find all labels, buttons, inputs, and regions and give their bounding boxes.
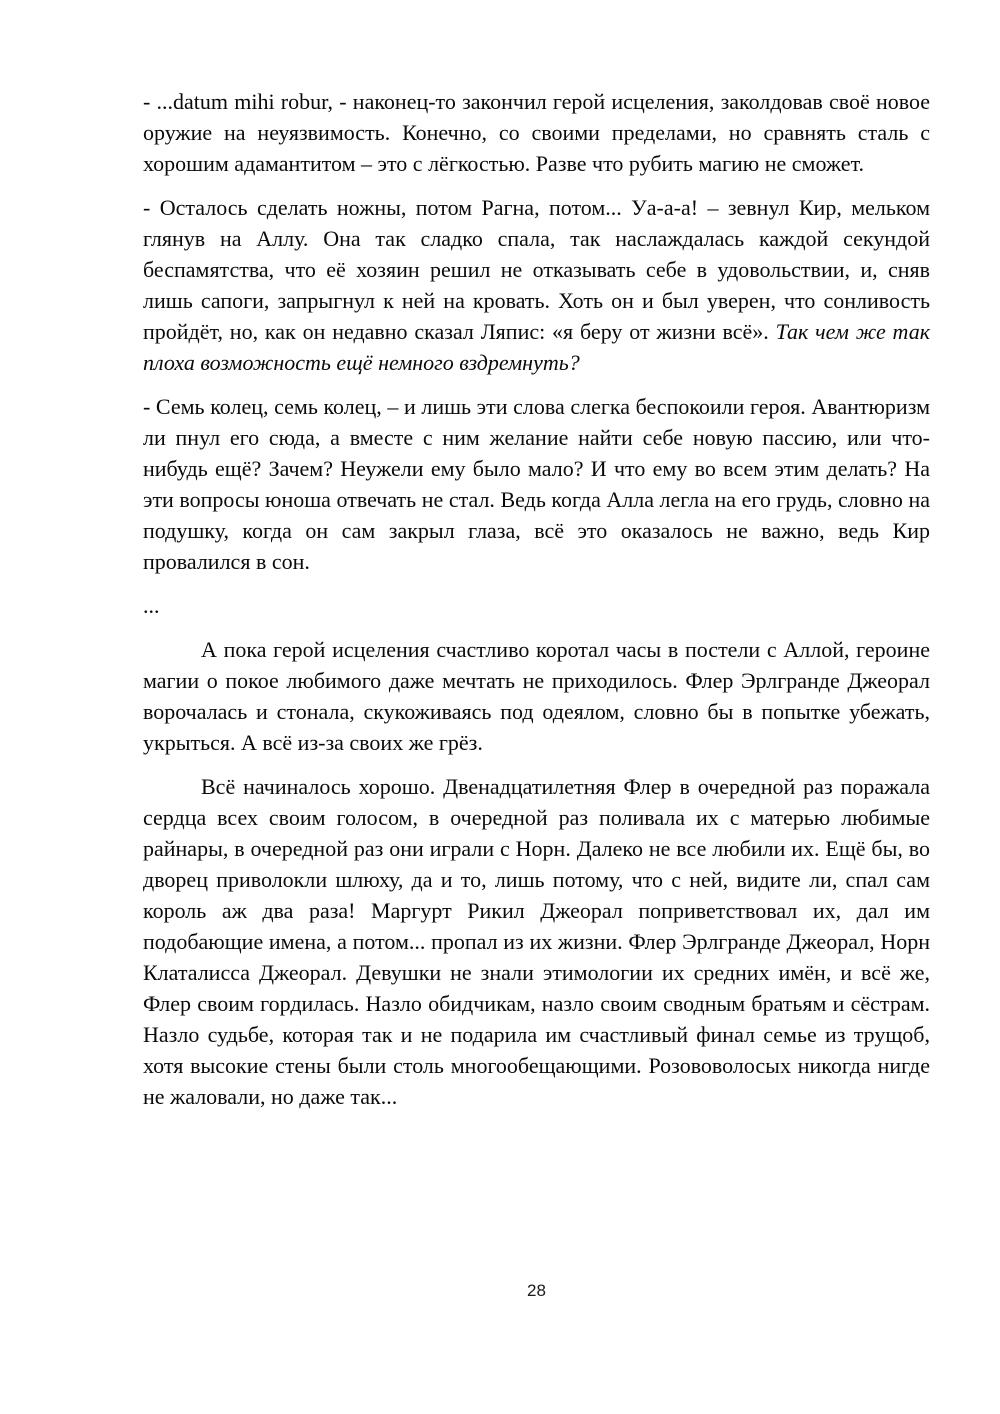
paragraph: [143, 391, 930, 577]
text-run: - Осталось сделать ножны, потом Рагна, потом... Уа-а-а! – зевнул Кир, мельком глянув на Аллу. Она так сладко спала, так наслаждалась каждой секундой беспамятства, что её хозяин решил не отказывать себе в удовольствии, и, сняв лишь сапоги, запрыгнул к ней на кровать. Хоть он и был уверен, что сонливость пройдёт, но, как он недавно сказал Ляпис: «я беру от жизни всё».: [143, 195, 930, 344]
paragraph: [143, 192, 930, 378]
paragraph: [143, 590, 930, 621]
text-run: ...: [143, 593, 160, 618]
page-number: 28: [527, 1281, 546, 1300]
text-run: - ...datum mihi robur, - наконец-то закончил герой исцеления, заколдовав своё новое оружие на неуязвимость. Конечно, со своими пределами, но сравнять сталь с хорошим адамантитом – это с лёгкостью. Разве что рубить магию не сможет.: [143, 89, 930, 176]
paragraph: [143, 86, 930, 179]
text-run: - Семь колец, семь колец, – и лишь эти слова слегка беспокоили героя. Авантюризм ли пнул его сюда, а вместе с ним желание найти себе новую пассию, или что-нибудь ещё? Зачем? Неужели ему было мало? И что ему во всем этим делать? На эти вопросы юноша отвечать не стал. Ведь когда Алла легла на его грудь, словно на подушку, когда он сам закрыл глаза, всё это оказалось не важно, ведь Кир провалился в сон.: [143, 394, 930, 574]
paragraph: [143, 634, 930, 758]
text-run: А пока герой исцеления счастливо коротал часы в постели с Аллой, героине магии о покое любимого даже мечтать не приходилось. Флер Эрлгранде Джеорал ворочалась и стонала, скукоживаясь под одеялом, словно бы в попытке убежать, укрыться. А всё из-за своих же грёз.: [143, 637, 930, 755]
italic-text-run: Так чем же так плоха возможность ещё немного вздремнуть?: [143, 319, 931, 375]
text-run: Всё начиналось хорошо. Двенадцатилетняя Флер в очередной раз поражала сердца всех своим голосом, в очередной раз поливала их с матерью любимые райнары, в очередной раз они играли с Норн. Далеко не все любили их. Ещё бы, во дворец приволокли шлюху, да и то, лишь потому, что с ней, видите ли, спал сам король аж два раза! Маргурт Рикил Джеорал поприветствовал их, дал им подобающие имена, а потом... пропал из их жизни. Флер Эрлгранде Джеорал, Норн Клаталисса Джеорал. Девушки не знали этимологии их средних имён, и всё же, Флер своим гордилась. Назло обидчикам, назло своим сводным братьям и сёстрам. Назло судьбе, которая так и не подарила им счастливый финал семье из трущоб, хотя высокие стены были столь многообещающими. Розововолосых никогда нигде не жаловали, но даже так...: [143, 774, 930, 1109]
page-body: [143, 86, 930, 1125]
paragraph: [143, 771, 930, 1112]
